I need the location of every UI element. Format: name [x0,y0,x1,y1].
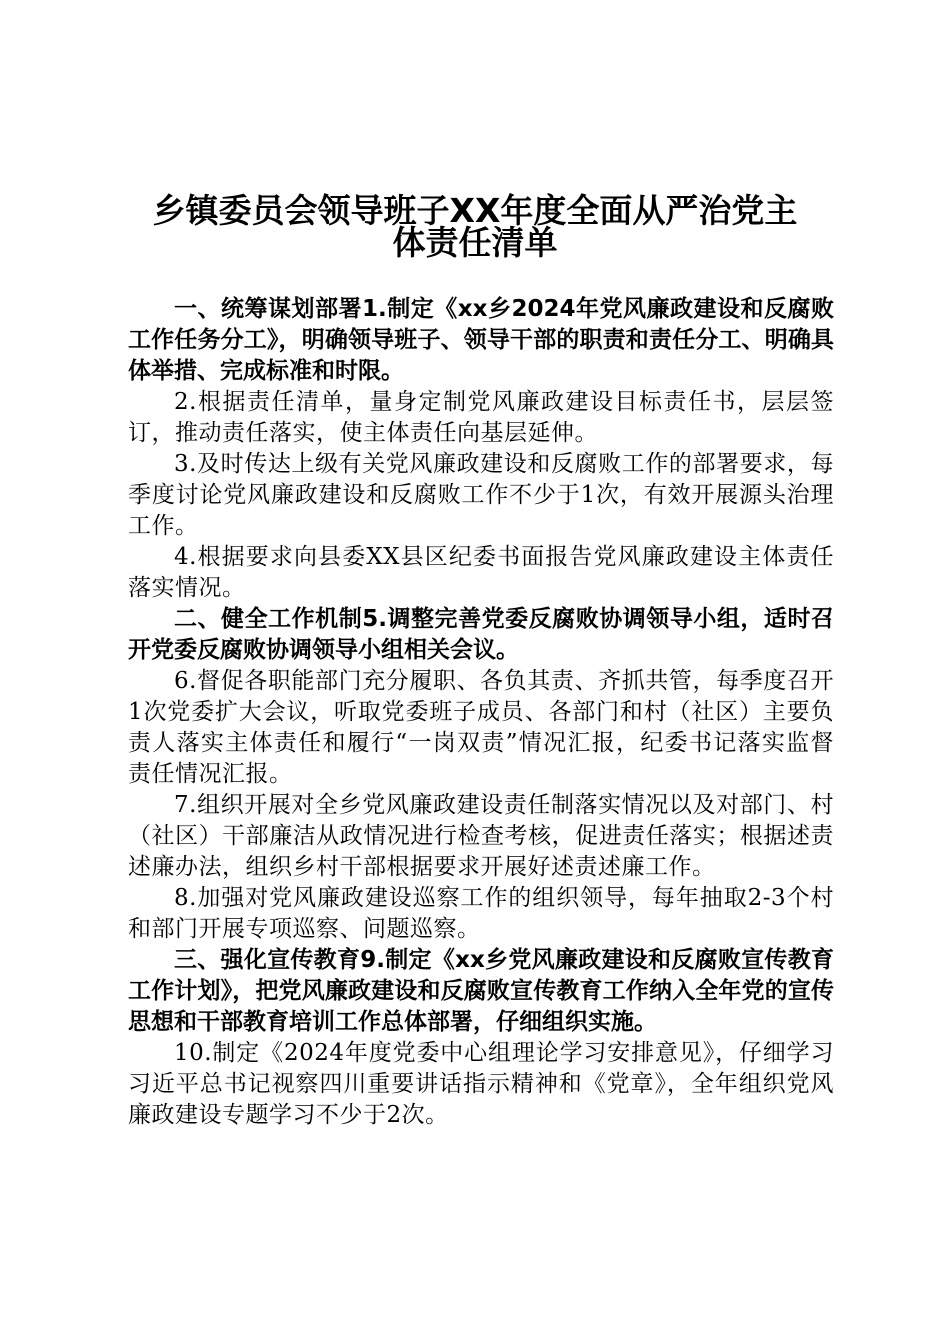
body-paragraph: 8.加强对党风廉政建设巡察工作的组织领导，每年抽取2-3个村和部门开展专项巡察、问题巡察。 [128,885,834,942]
body-paragraph: 2.根据责任清单，量身定制党风廉政建设目标责任书，层层签订，推动责任落实，使主体责任向基层延伸。 [128,389,834,446]
document-title-line-1: 乡镇委员会领导班子XX年度全面从严治党主 [152,191,798,230]
document-body [128,294,834,1131]
document-title-line-2: 体责任清单 [392,223,558,262]
body-paragraph: 3.及时传达上级有关党风廉政建设和反腐败工作的部署要求，每季度讨论党风廉政建设和反腐败工作不少于1次，有效开展源头治理工作。 [128,451,834,539]
section-heading-paragraph: 三、强化宣传教育9.制定《xx乡党风廉政建设和反腐败宣传教育工作计划》，把党风廉政建设和反腐败宣传教育工作纳入全年党的宣传思想和干部教育培训工作总体部署，仔细组织实施。 [128,947,834,1035]
section-heading-paragraph: 一、统筹谋划部署1.制定《xx乡2024年党风廉政建设和反腐败工作任务分工》，明确领导班子、领导干部的职责和责任分工、明确具体举措、完成标准和时限。 [128,296,834,384]
body-paragraph: 4.根据要求向县委XX县区纪委书面报告党风廉政建设主体责任落实情况。 [128,544,834,601]
body-paragraph: 7.组织开展对全乡党风廉政建设责任制落实情况以及对部门、村（社区）干部廉洁从政情况进行检查考核，促进责任落实；根据述责述廉办法，组织乡村干部根据要求开展好述责述廉工作。 [128,792,834,880]
section-heading-paragraph: 二、健全工作机制5.调整完善党委反腐败协调领导小组，适时召开党委反腐败协调领导小组相关会议。 [128,606,834,663]
body-paragraph: 10.制定《2024年度党委中心组理论学习安排意见》，仔细学习习近平总书记视察四川重要讲话指示精神和《党章》，全年组织党风廉政建设专题学习不少于2次。 [128,1040,834,1128]
body-paragraph: 6.督促各职能部门充分履职、各负其责、齐抓共管，每季度召开1次党委扩大会议，听取党委班子成员、各部门和村（社区）主要负责人落实主体责任和履行“一岗双责”情况汇报，纪委书记落实监督责任情况汇报。 [128,668,834,787]
